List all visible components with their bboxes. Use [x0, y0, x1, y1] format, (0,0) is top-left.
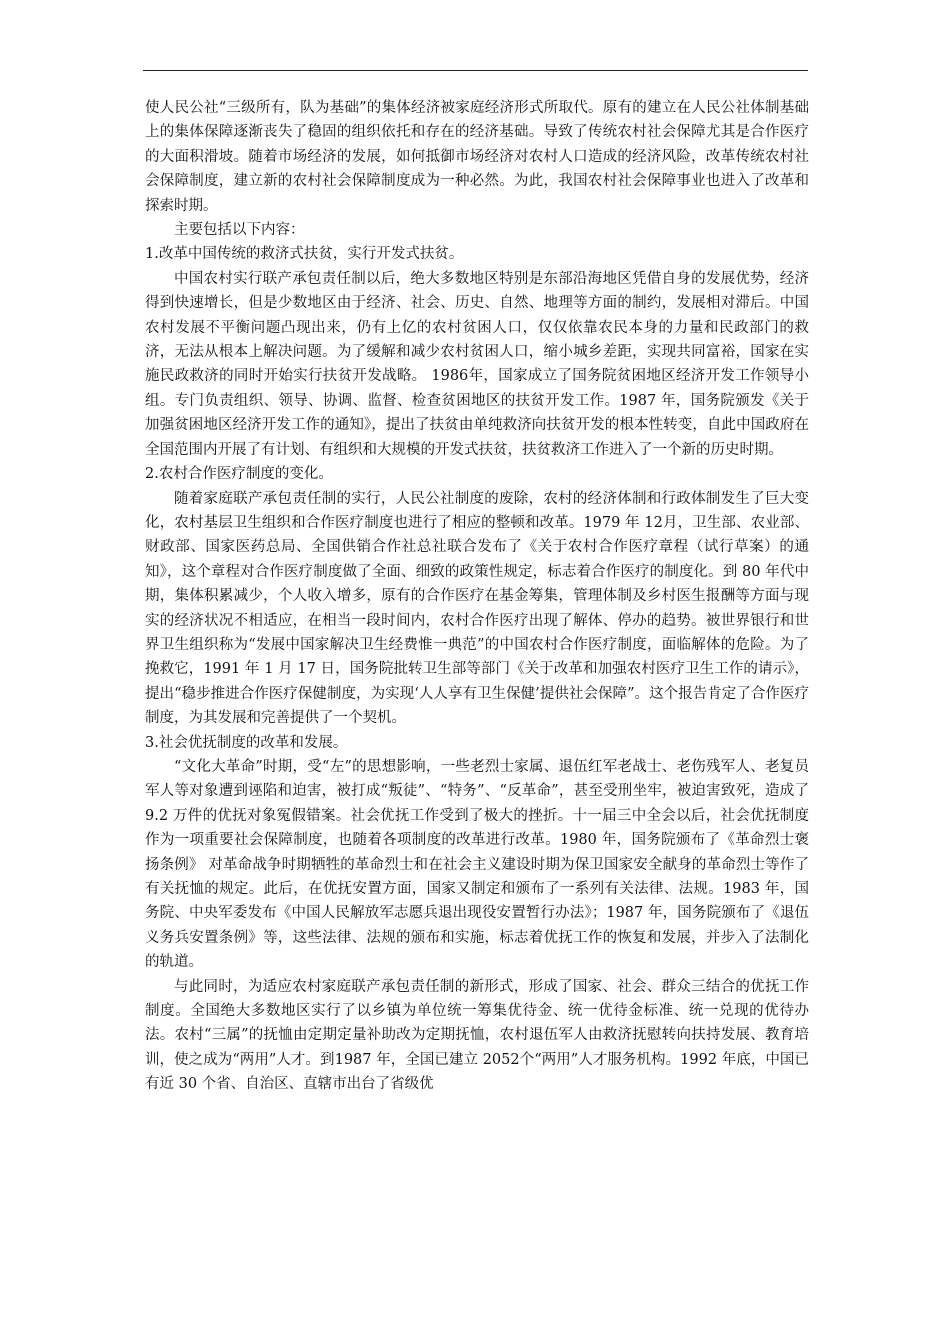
- paragraph-section-3-body-a: “文化大革命”时期，受“左”的思想影响，一些老烈士家属、退伍红军老战士、老伤残军人、老复员军人等对象遭到诬陷和迫害，被打成“叛徒”、“特务”、“反革命”，甚至受刑坐牢，被迫害致死，造成了9.2 万件的优抚对象冤假错案。社会优抚工作受到了极大的挫折。十一届三中全会以后，社会优抚制度作为一项重要社会保障制度，也随着各项制度的改革进行改革。1980 年，国务院颁布了《革命烈士褒扬条例》 对革命战争时期牺牲的革命烈士和在社会主义建设时期为保卫国家安全献身的革命烈士等作了有关抚恤的规定。此后，在优抚安置方面，国家又制定和颁布了一系列有关法律、法规。1983 年，国务院、中央军委发布《中国人民解放军志愿兵退出现役安置暂行办法》；1987 年，国务院颁布了《退伍义务兵安置条例》等，这些法律、法规的颁布和实施，标志着优抚工作的恢复和发展，并步入了法制化的轨道。: [145, 758, 809, 971]
- document-body: [145, 96, 809, 1097]
- paragraph-main-content-intro: 主要包括以下内容：: [174, 222, 305, 239]
- paragraph-section-3-body-b: 与此同时，为适应农村家庭联产承包责任制的新形式，形成了国家、社会、群众三结合的优抚工作制度。全国绝大多数地区实行了以乡镇为单位统一筹集优待金、统一优待金标准、统一兑现的优待办法。农村“三属”的抚恤由定期定量补助改为定期抚恤，农村退伍军人由救济抚慰转向扶持发展、教育培训，使之成为“两用”人才。到1987 年，全国已建立 2052个“两用”人才服务机构。1992 年底，中国已有近 30 个省、自治区、直辖市出台了省级优: [145, 978, 809, 1093]
- section-heading-2: 2.农村合作医疗制度的变化。: [145, 466, 333, 483]
- paragraph-section-2-body: 随着家庭联产承包责任制的实行，人民公社制度的废除，农村的经济体制和行政体制发生了巨大变化，农村基层卫生组织和合作医疗制度也进行了相应的整顿和改革。1979 年 12月，卫生部、农业部、财政部、国家医药总局、全国供销合作社总社联合发布了《关于农村合作医疗章程（试行草案）的通知》，这个章程对合作医疗制度做了全面、细致的政策性规定，标志着合作医疗的制度化。到 80 年代中期，集体积累减少，个人收入增多，原有的合作医疗在基金筹集，管理体制及乡村医生报酬等方面与现实的经济状况不相适应，在相当一段时间内，农村合作医疗出现了解体、停办的趋势。被世界银行和世界卫生组织称为“发展中国家解决卫生经费惟一典范”的中国农村合作医疗制度，面临解体的危险。为了挽救它，1991 年 1 月 17 日，国务院批转卫生部等部门《关于改革和加强农村医疗卫生工作的请示》，提出“稳步推进合作医疗保健制度，为实现‘人人享有卫生保健’提供社会保障”。这个报告肯定了合作医疗制度，为其发展和完善提供了一个契机。: [145, 490, 809, 727]
- section-heading-1: 1.改革中国传统的救济式扶贫，实行开发式扶贫。: [145, 246, 464, 263]
- paragraph-intro-continuation: 使人民公社“三级所有，队为基础”的集体经济被家庭经济形式所取代。原有的建立在人民公社体制基础上的集体保障逐渐丧失了稳固的组织依托和存在的经济基础。导致了传统农村社会保障尤其是合作医疗的大面积滑坡。随着市场经济的发展，如何抵御市场经济对农村人口造成的经济风险，改革传统农村社会保障制度，建立新的农村社会保障制度成为一种必然。为此，我国农村社会保障事业也进入了改革和探索时期。: [145, 100, 809, 214]
- section-heading-3: 3.社会优抚制度的改革和发展。: [145, 734, 348, 751]
- paragraph-section-1-body: 中国农村实行联产承包责任制以后，绝大多数地区特别是东部沿海地区凭借自身的发展优势，经济得到快速增长，但是少数地区由于经济、社会、历史、自然、地理等方面的制约，发展相对滞后。中国农村发展不平衡问题凸现出来，仍有上亿的农村贫困人口，仅仅依靠农民本身的力量和民政部门的救济，无法从根本上解决问题。为了缓解和减少农村贫困人口，缩小城乡差距，实现共同富裕，国家在实施民政救济的同时开始实行扶贫开发战略。 1986年，国家成立了国务院贫困地区经济开发工作领导小组。专门负责组织、领导、协调、监督、检查贫困地区的扶贫开发工作。1987 年，国务院颁发《关于加强贫困地区经济开发工作的通知》，提出了扶贫由单纯救济向扶贫开发的根本性转变，自此中国政府在全国范围内开展了有计划、有组织和大规模的开发式扶贫，扶贫救济工作进入了一个新的历史时期。: [145, 270, 809, 458]
- header-rule: [143, 70, 808, 71]
